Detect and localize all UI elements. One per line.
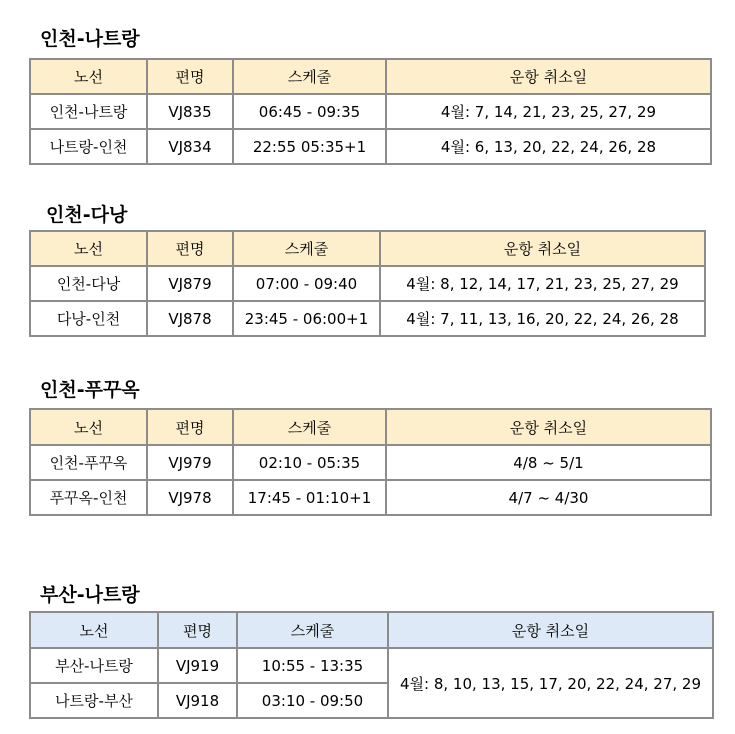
flight-cell: VJ879 — [147, 266, 233, 301]
header-flight: 편명 — [147, 59, 233, 94]
header-flight: 편명 — [158, 612, 237, 648]
flight-cell: VJ978 — [147, 480, 233, 515]
schedule-cell: 03:10 - 09:50 — [237, 683, 388, 718]
route-cell: 부산-나트랑 — [30, 648, 158, 683]
table-row — [30, 445, 711, 480]
table-row — [30, 648, 713, 683]
schedule-cell: 02:10 - 05:35 — [233, 445, 386, 480]
flight-cell: VJ835 — [147, 94, 233, 129]
header-cancel-dates: 운항 취소일 — [388, 612, 713, 648]
section-title-incheon-phuquoc: 인천-푸꾸옥 — [40, 379, 140, 401]
flight-cell: VJ918 — [158, 683, 237, 718]
section-title-busan-nhatrang: 부산-나트랑 — [40, 584, 140, 606]
schedule-cell: 23:45 - 06:00+1 — [233, 301, 380, 336]
cancel-cell-merged: 4월: 8, 10, 13, 15, 17, 20, 22, 24, 27, 29 — [388, 648, 713, 718]
cancel-cell: 4/8 ~ 5/1 — [386, 445, 711, 480]
header-route: 노선 — [30, 409, 147, 445]
header-route: 노선 — [30, 231, 147, 266]
schedule-cell: 22:55 05:35+1 — [233, 129, 386, 164]
cancel-cell: 4월: 8, 12, 14, 17, 21, 23, 25, 27, 29 — [380, 266, 705, 301]
schedule-table-incheon-danang — [29, 230, 706, 337]
header-cancel-dates: 운항 취소일 — [386, 409, 711, 445]
header-schedule: 스케줄 — [233, 409, 386, 445]
schedule-table-busan-nhatrang — [29, 611, 714, 719]
header-schedule: 스케줄 — [233, 59, 386, 94]
section-title-incheon-nhatrang: 인천-나트랑 — [40, 28, 140, 50]
header-route: 노선 — [30, 59, 147, 94]
header-schedule: 스케줄 — [233, 231, 380, 266]
table-row — [30, 94, 711, 129]
route-cell: 나트랑-부산 — [30, 683, 158, 718]
schedule-table-incheon-phuquoc — [29, 408, 712, 516]
header-cancel-dates: 운항 취소일 — [386, 59, 711, 94]
cancel-cell: 4월: 7, 14, 21, 23, 25, 27, 29 — [386, 94, 711, 129]
header-cancel-dates: 운항 취소일 — [380, 231, 705, 266]
table-row — [30, 129, 711, 164]
cancel-cell: 4월: 6, 13, 20, 22, 24, 26, 28 — [386, 129, 711, 164]
schedule-cell: 07:00 - 09:40 — [233, 266, 380, 301]
schedule-cell: 10:55 - 13:35 — [237, 648, 388, 683]
header-flight: 편명 — [147, 409, 233, 445]
table-row — [30, 480, 711, 515]
schedule-cell: 17:45 - 01:10+1 — [233, 480, 386, 515]
flight-cell: VJ834 — [147, 129, 233, 164]
header-schedule: 스케줄 — [237, 612, 388, 648]
table-row — [30, 266, 705, 301]
header-route: 노선 — [30, 612, 158, 648]
schedule-table-incheon-nhatrang — [29, 58, 712, 165]
route-cell: 나트랑-인천 — [30, 129, 147, 164]
cancel-cell: 4월: 7, 11, 13, 16, 20, 22, 24, 26, 28 — [380, 301, 705, 336]
cancel-cell: 4/7 ~ 4/30 — [386, 480, 711, 515]
section-title-incheon-danang: 인천-다낭 — [46, 204, 128, 226]
table-row — [30, 301, 705, 336]
route-cell: 인천-나트랑 — [30, 94, 147, 129]
route-cell: 푸꾸옥-인천 — [30, 480, 147, 515]
flight-cell: VJ919 — [158, 648, 237, 683]
flight-cell: VJ979 — [147, 445, 233, 480]
flight-cell: VJ878 — [147, 301, 233, 336]
route-cell: 다낭-인천 — [30, 301, 147, 336]
schedule-cell: 06:45 - 09:35 — [233, 94, 386, 129]
header-flight: 편명 — [147, 231, 233, 266]
route-cell: 인천-다낭 — [30, 266, 147, 301]
route-cell: 인천-푸꾸옥 — [30, 445, 147, 480]
